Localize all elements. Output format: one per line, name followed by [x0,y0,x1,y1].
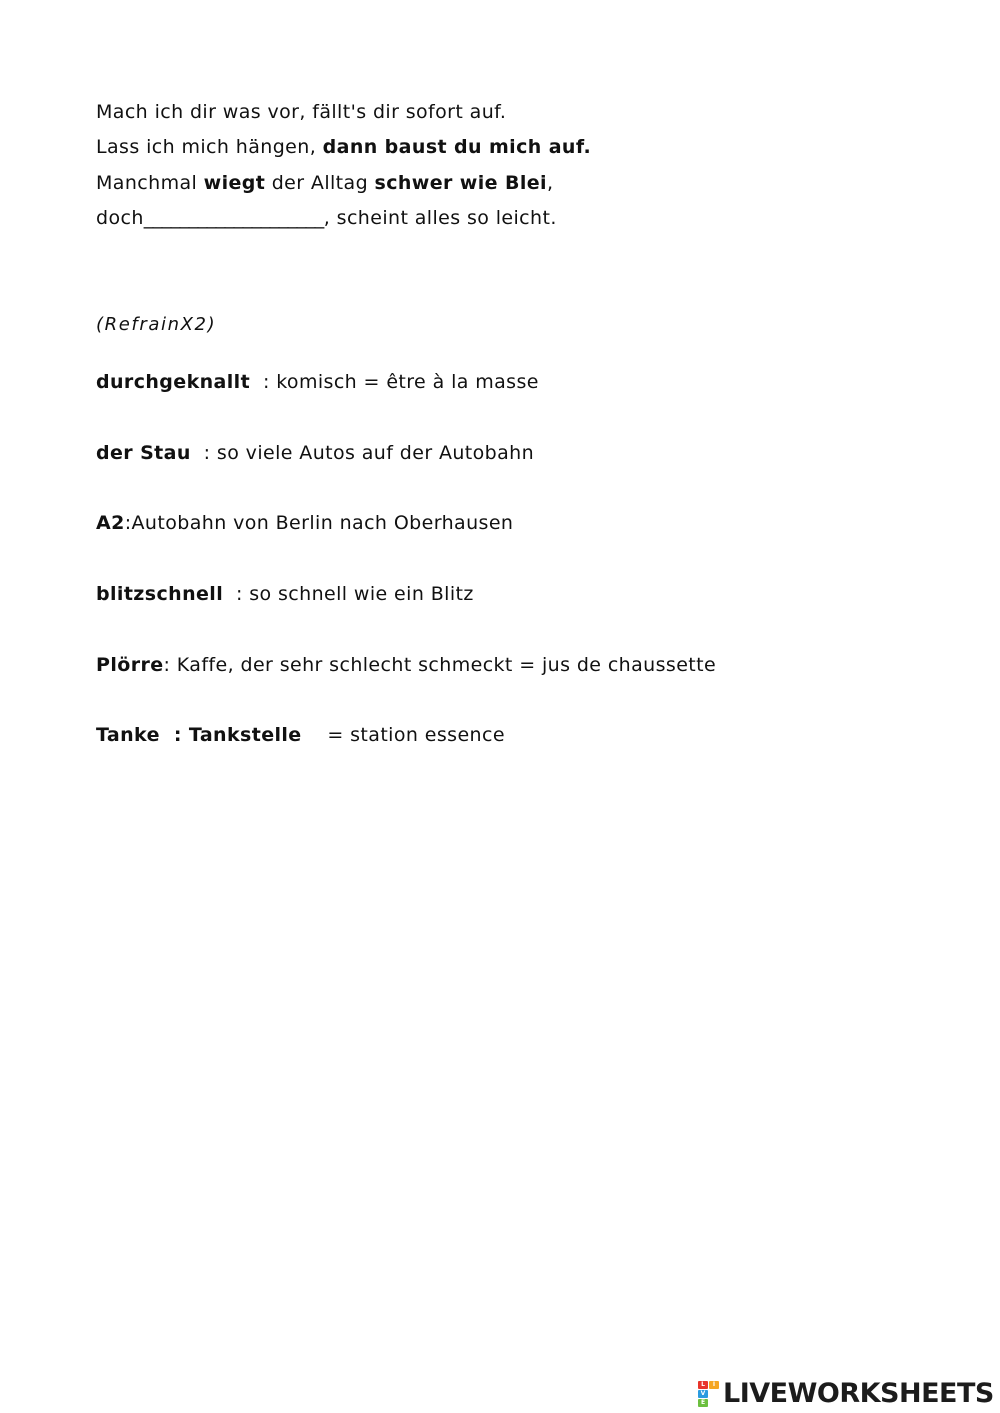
glossary-bold-text: Tanke : Tankstelle [96,724,302,746]
glossary-line [96,441,534,465]
icon-square-i: I [709,1381,719,1389]
lyric-line [96,206,557,230]
glossary-bold-text: Plörre [96,654,164,676]
fill-in-blank: ____________________ [143,207,324,229]
glossary-text: :Autobahn von Berlin nach Oberhausen [124,512,514,534]
glossary-text: : komisch = être à la masse [250,371,539,393]
glossary-bold-text: der Stau [96,442,191,464]
lyric-text: Lass ich mich hängen, [96,136,323,158]
lyric-text: der Alltag [265,172,375,194]
lyric-line [96,135,591,159]
lyric-line [96,100,506,124]
glossary-line [96,582,474,606]
lyric-text: doch [96,207,144,229]
icon-square-v: V [698,1390,708,1398]
glossary-bold-text: A2 [96,512,125,534]
lyric-text: Manchmal [96,172,204,194]
lyric-text: , [546,172,554,194]
icon-square-e: E [698,1399,708,1407]
lyric-bold-text: dann baust du mich auf. [322,136,592,158]
glossary-line [96,370,539,394]
glossary-bold-text: durchgeknallt [96,371,251,393]
refrain-note: (RefrainX2) [96,314,217,335]
lyric-text: Mach ich dir was vor, fällt's dir sofort auf. [96,101,507,123]
glossary-line [96,511,513,535]
glossary-text: : so schnell wie ein Blitz [223,583,474,605]
lyric-text: , scheint alles so leicht. [323,207,557,229]
lyric-bold-text: wiegt [203,172,266,194]
icon-square-l: L [698,1381,708,1389]
glossary-line [96,723,505,747]
liveworksheets-icon [698,1379,720,1407]
glossary-text: : Kaffe, der sehr schlecht schmeckt = jus de chaussette [163,654,717,676]
brand-name: LIVEWORKSHEETS [723,1377,994,1409]
glossary-text: : so viele Autos auf der Autobahn [190,442,535,464]
glossary-text: = station essence [301,724,505,746]
brand-logo [698,1378,994,1408]
lyric-bold-text: schwer wie Blei [374,172,547,194]
glossary-bold-text: blitzschnell [96,583,224,605]
lyric-line [96,171,553,195]
glossary-line [96,653,716,677]
